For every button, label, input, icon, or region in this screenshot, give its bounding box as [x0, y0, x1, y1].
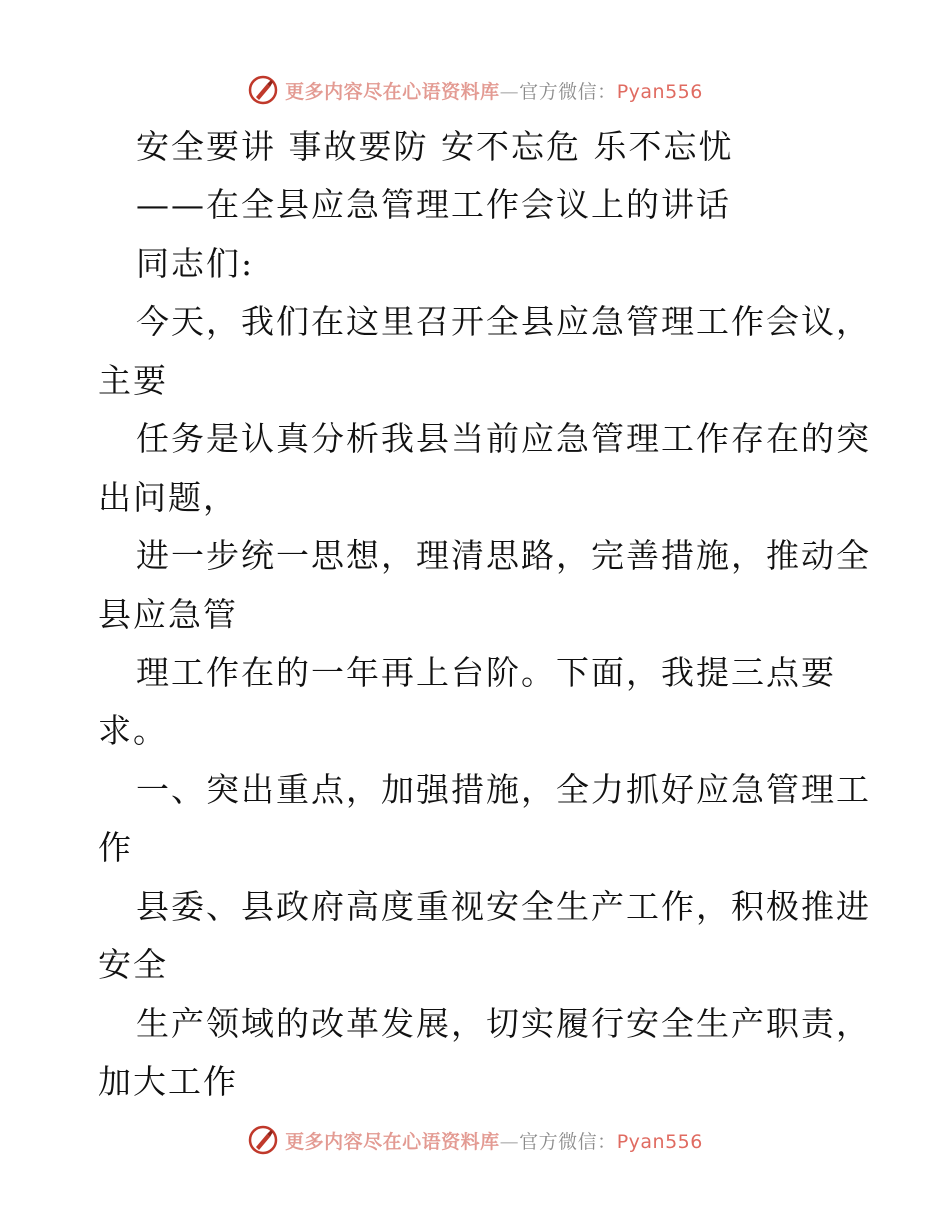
doc-line: 任务是认真分析我县当前应急管理工作存在的突 [136, 419, 871, 458]
footer-watermark [0, 1120, 950, 1160]
watermark-id: Pyan556 [616, 1130, 703, 1153]
pen-logo-icon [247, 1124, 279, 1156]
watermark-text [285, 1127, 703, 1154]
doc-line: 生产领域的改革发展，切实履行安全生产职责， [136, 1004, 871, 1043]
doc-line: 加大工作 [98, 1062, 238, 1101]
watermark-dash: — [499, 80, 520, 103]
doc-line: 作 [98, 828, 133, 867]
doc-line: 进一步统一思想，理清思路，完善措施，推动全 [136, 536, 871, 575]
watermark-text [285, 77, 703, 104]
doc-title: 安全要讲 事故要防 安不忘危 乐不忘忧 [136, 127, 734, 166]
watermark-dash: — [499, 1130, 520, 1153]
doc-subtitle: ——在全县应急管理工作会议上的讲话 [136, 185, 731, 224]
doc-line: 理工作在的一年再上台阶。下面，我提三点要 [136, 653, 836, 692]
watermark-label: 官方微信： [519, 80, 617, 103]
doc-line: 主要 [98, 361, 168, 400]
header-watermark [0, 70, 950, 110]
doc-line: 县应急管 [98, 595, 238, 634]
doc-line: 安全 [98, 945, 168, 984]
doc-salutation: 同志们: [136, 244, 255, 283]
watermark-main: 更多内容尽在心语资料库 [285, 80, 500, 103]
watermark-id: Pyan556 [616, 80, 703, 103]
doc-section-heading: 一、突出重点，加强措施，全力抓好应急管理工 [136, 770, 871, 809]
doc-line: 县委、县政府高度重视安全生产工作，积极推进 [136, 887, 871, 926]
pen-logo-icon [247, 74, 279, 106]
watermark-label: 官方微信： [519, 1130, 617, 1153]
watermark-main: 更多内容尽在心语资料库 [285, 1130, 500, 1153]
doc-line: 出问题， [98, 478, 238, 517]
doc-line: 求。 [98, 711, 168, 750]
doc-line: 今天，我们在这里召开全县应急管理工作会议， [136, 302, 871, 341]
